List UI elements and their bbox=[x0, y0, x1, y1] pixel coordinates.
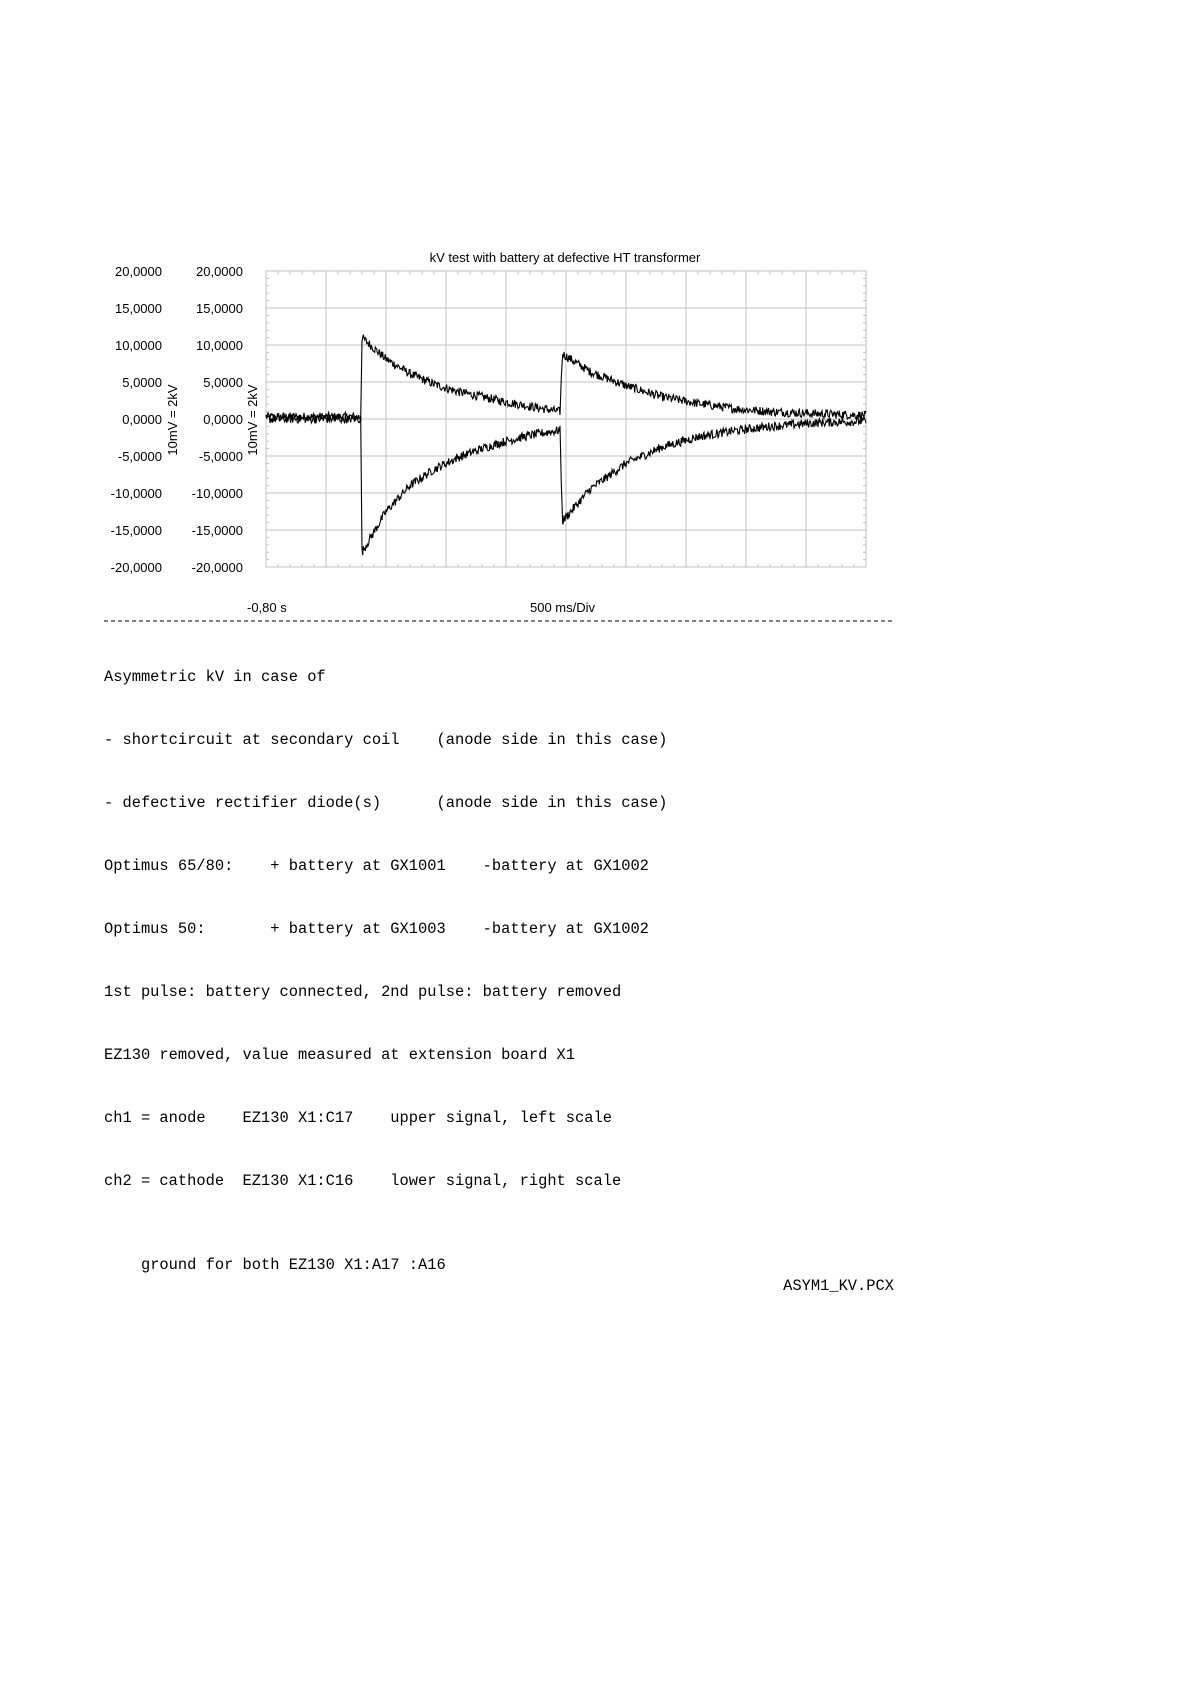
left-axis-ticks bbox=[111, 264, 162, 575]
left-axis-tick-label: 20,0000 bbox=[115, 264, 162, 279]
left-axis-label: 10mV = 2kV bbox=[165, 384, 180, 456]
left-axis-tick-label: -10,0000 bbox=[110, 486, 162, 501]
right-axis-ticks bbox=[192, 264, 243, 575]
x-axis-scale-label: 500 ms/Div bbox=[530, 600, 596, 615]
right-axis-tick-label: 20,0000 bbox=[196, 264, 243, 279]
right-axis-tick-label: -15,0000 bbox=[191, 523, 243, 538]
note-line bbox=[104, 1234, 894, 1295]
note-line: ch1 = anode EZ130 X1:C17 upper signal, left scale bbox=[104, 1109, 612, 1127]
left-axis-tick-label: -20,0000 bbox=[110, 560, 162, 575]
note-line: Asymmetric kV in case of bbox=[104, 668, 326, 686]
note-line: Optimus 50: + battery at GX1003 -battery at GX1002 bbox=[104, 920, 649, 938]
right-axis-tick-label: 10,0000 bbox=[196, 338, 243, 353]
left-axis-tick-label: 5,0000 bbox=[122, 375, 162, 390]
note-line: Optimus 65/80: + battery at GX1001 -battery at GX1002 bbox=[104, 857, 649, 875]
right-axis-tick-label: 0,0000 bbox=[203, 412, 243, 427]
left-axis-tick-label: 10,0000 bbox=[115, 338, 162, 353]
note-ground-text: ground for both EZ130 X1:A17 :A16 bbox=[140, 1256, 446, 1274]
left-axis-tick-label: -5,0000 bbox=[117, 449, 162, 464]
note-line: EZ130 removed, value measured at extension board X1 bbox=[104, 1046, 576, 1064]
right-axis-tick-label: 5,0000 bbox=[203, 375, 243, 390]
right-axis-tick-label: 15,0000 bbox=[196, 301, 243, 316]
right-axis-tick-label: -20,0000 bbox=[191, 560, 243, 575]
note-line: - shortcircuit at secondary coil (anode side in this case) bbox=[104, 731, 668, 749]
notes-block bbox=[104, 625, 894, 1295]
note-line: ch2 = cathode EZ130 X1:C16 lower signal, right scale bbox=[104, 1172, 622, 1190]
right-axis-tick-label: -5,0000 bbox=[198, 449, 243, 464]
left-axis-tick-label: -15,0000 bbox=[110, 523, 162, 538]
oscilloscope-figure bbox=[0, 0, 1192, 625]
right-axis-tick-label: -10,0000 bbox=[191, 486, 243, 501]
x-axis-start-label: -0,80 s bbox=[247, 600, 287, 615]
chart-title: kV test with battery at defective HT transformer bbox=[429, 250, 701, 265]
note-line: - defective rectifier diode(s) (anode side in this case) bbox=[104, 794, 668, 812]
right-axis-label: 10mV = 2kV bbox=[245, 384, 260, 456]
file-name: ASYM1_KV.PCX bbox=[783, 1277, 894, 1295]
left-axis-tick-label: 0,0000 bbox=[122, 412, 162, 427]
note-line: 1st pulse: battery connected, 2nd pulse: battery removed bbox=[104, 983, 622, 1001]
left-axis-tick-label: 15,0000 bbox=[115, 301, 162, 316]
